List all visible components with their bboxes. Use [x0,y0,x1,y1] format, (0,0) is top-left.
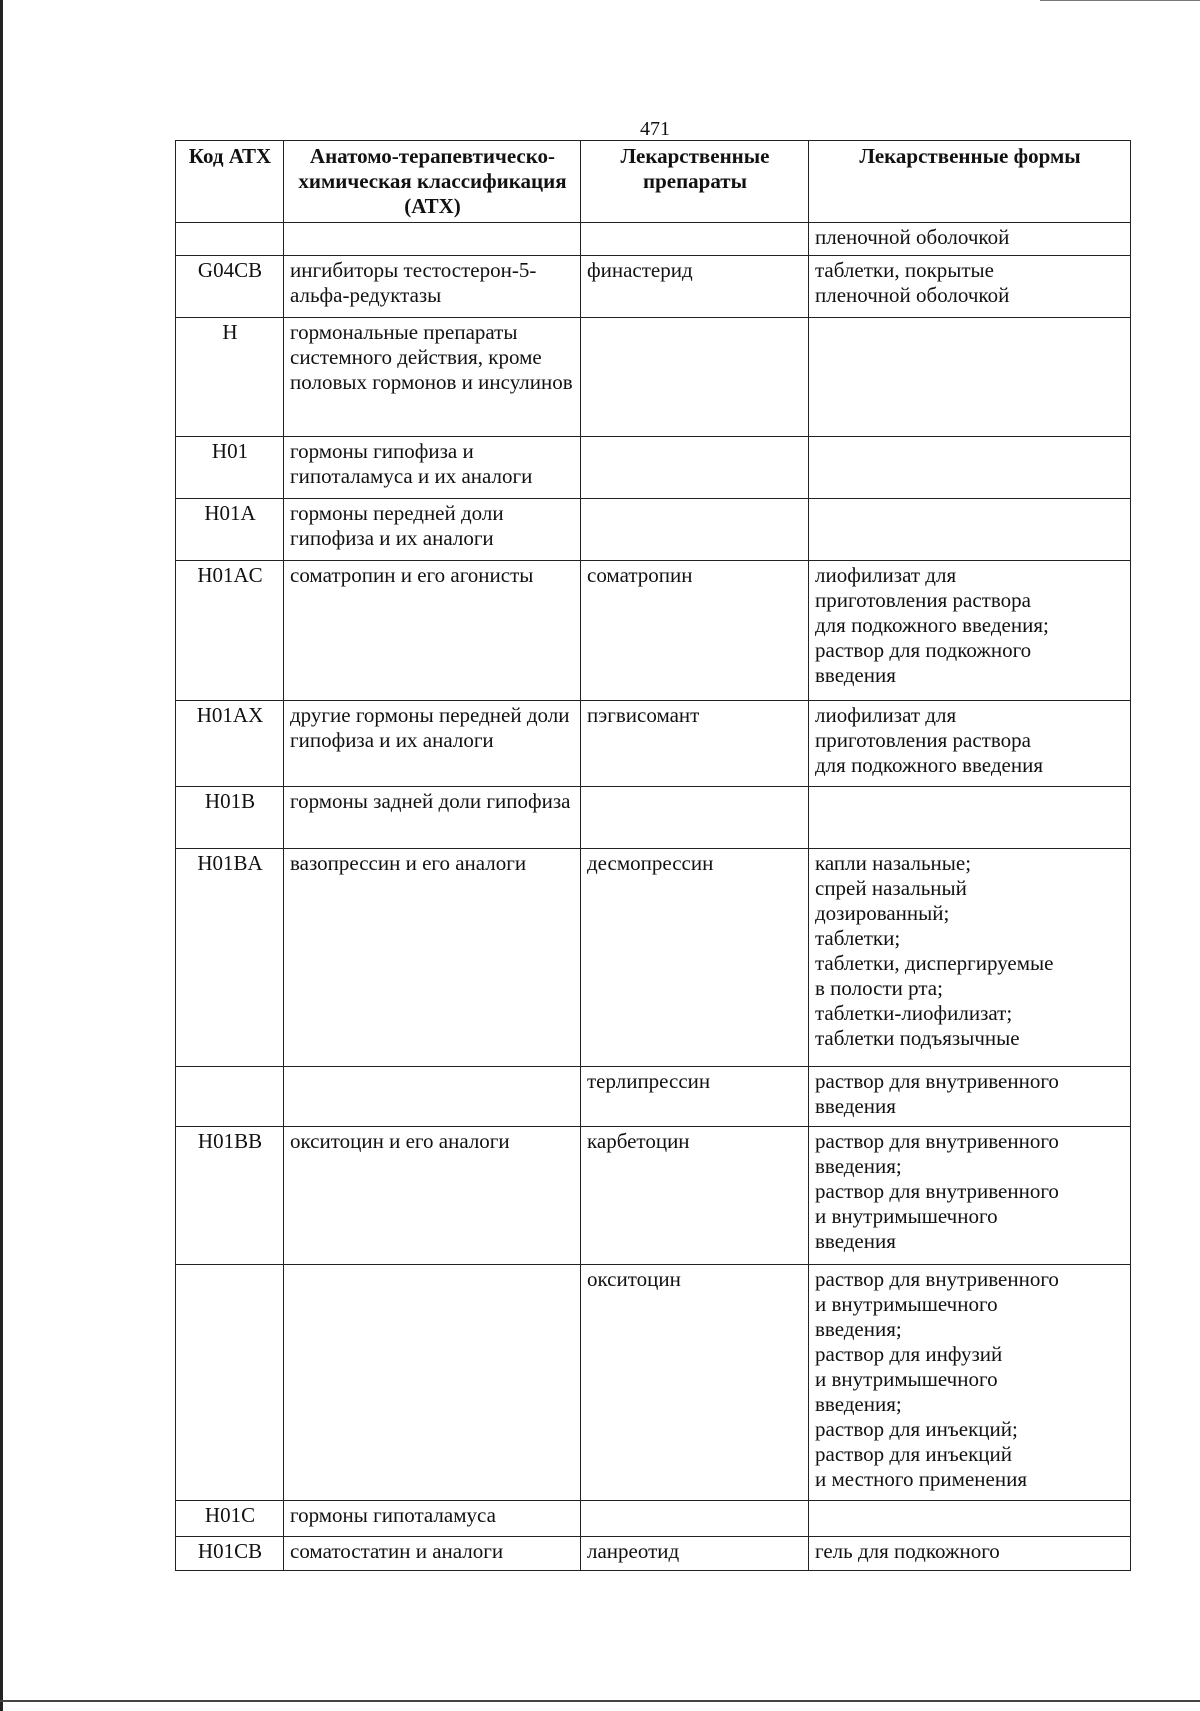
cell-drug: пэгвисомант [581,701,809,787]
scan-edge-top [1040,0,1200,1]
cell-code: H01B [176,787,284,849]
table-row [176,1501,1131,1537]
cell-forms: раствор для внутривенного и внутримышечного введения; раствор для инфузий и внутримышечного введения; раствор для инъекций; раствор для инъекций и местного применения [809,1265,1131,1501]
cell-drug [581,318,809,437]
cell-code: H [176,318,284,437]
table-row [176,223,1131,256]
cell-forms [809,437,1131,499]
cell-class [284,1067,581,1127]
page-number: 471 [640,118,670,140]
cell-drug: карбетоцин [581,1127,809,1265]
cell-class: гормоны гипофиза и гипоталамуса и их аналоги [284,437,581,499]
cell-code [176,223,284,256]
header-classification: Анатомо-терапевтическо-химическая классификация (АТХ) [284,141,581,223]
cell-drug [581,437,809,499]
cell-forms [809,1501,1131,1537]
header-code: Код АТХ [176,141,284,223]
table-row [176,499,1131,561]
table-row [176,849,1131,1067]
cell-forms [809,499,1131,561]
table-row [176,701,1131,787]
cell-drug [581,499,809,561]
cell-code: H01AX [176,701,284,787]
table-row [176,1537,1131,1571]
scan-edge-bottom [0,1700,1200,1702]
cell-drug [581,1501,809,1537]
cell-class: вазопрессин и его аналоги [284,849,581,1067]
cell-drug: финастерид [581,256,809,318]
header-row [176,141,1131,223]
cell-drug [581,223,809,256]
table-body [176,223,1131,1571]
cell-class [284,223,581,256]
cell-class: ингибиторы тестостерон-5-альфа-редуктазы [284,256,581,318]
cell-drug: ланреотид [581,1537,809,1571]
table-row [176,561,1131,701]
cell-drug: терлипрессин [581,1067,809,1127]
table-row [176,1067,1131,1127]
cell-forms [809,318,1131,437]
cell-class: соматропин и его агонисты [284,561,581,701]
header-forms: Лекарственные формы [809,141,1131,223]
cell-class: гормоны передней доли гипофиза и их аналоги [284,499,581,561]
table-row [176,1265,1131,1501]
cell-forms: раствор для внутривенного введения [809,1067,1131,1127]
cell-drug: окситоцин [581,1265,809,1501]
cell-code [176,1067,284,1127]
cell-code: G04CB [176,256,284,318]
cell-code: H01AC [176,561,284,701]
table-row [176,256,1131,318]
cell-code [176,1265,284,1501]
cell-drug: десмопрессин [581,849,809,1067]
atx-drug-table [175,140,1131,1571]
cell-class: гормоны задней доли гипофиза [284,787,581,849]
table-row [176,318,1131,437]
cell-class: окситоцин и его аналоги [284,1127,581,1265]
cell-code: H01BB [176,1127,284,1265]
table-row [176,1127,1131,1265]
cell-class: другие гормоны передней доли гипофиза и их аналоги [284,701,581,787]
scan-edge-left [0,0,3,1711]
header-drugs: Лекарственные препараты [581,141,809,223]
cell-forms: таблетки, покрытые пленочной оболочкой [809,256,1131,318]
cell-code: H01BA [176,849,284,1067]
cell-forms: раствор для внутривенного введения; раствор для внутривенного и внутримышечного введения [809,1127,1131,1265]
table-header [176,141,1131,223]
cell-code: H01CB [176,1537,284,1571]
cell-drug: соматропин [581,561,809,701]
cell-forms [809,787,1131,849]
cell-forms: капли назальные; спрей назальный дозированный; таблетки; таблетки, диспергируемые в полости рта; таблетки-лиофилизат; таблетки подъязычные [809,849,1131,1067]
table-row [176,437,1131,499]
cell-code: H01A [176,499,284,561]
table-row [176,787,1131,849]
cell-code: H01 [176,437,284,499]
cell-class: гормоны гипоталамуса [284,1501,581,1537]
cell-class: гормональные препараты системного действия, кроме половых гормонов и инсулинов [284,318,581,437]
cell-class [284,1265,581,1501]
cell-forms: пленочной оболочкой [809,223,1131,256]
cell-class: соматостатин и аналоги [284,1537,581,1571]
cell-forms: лиофилизат для приготовления раствора для подкожного введения; раствор для подкожного введения [809,561,1131,701]
cell-drug [581,787,809,849]
cell-forms: гель для подкожного [809,1537,1131,1571]
cell-code: H01C [176,1501,284,1537]
cell-forms: лиофилизат для приготовления раствора для подкожного введения [809,701,1131,787]
